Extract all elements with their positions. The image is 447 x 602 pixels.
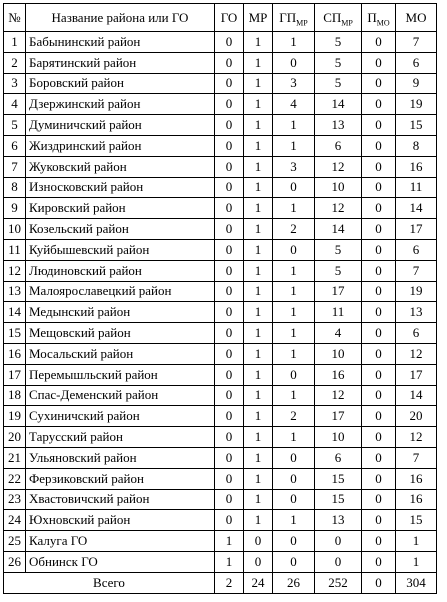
row-mo: 1 xyxy=(396,531,437,552)
header-p-sub: МО xyxy=(376,18,390,28)
row-number: 11 xyxy=(4,239,26,260)
row-number: 14 xyxy=(4,302,26,323)
row-mr: 1 xyxy=(244,239,273,260)
row-name: Мещовский район xyxy=(26,323,215,344)
row-name: Медынский район xyxy=(26,302,215,323)
total-mo: 304 xyxy=(396,572,437,593)
row-p: 0 xyxy=(362,302,396,323)
table-row xyxy=(4,364,437,385)
total-gp: 26 xyxy=(273,572,315,593)
header-number: № xyxy=(4,4,26,32)
row-number: 20 xyxy=(4,427,26,448)
row-go: 0 xyxy=(215,219,244,240)
row-number: 15 xyxy=(4,323,26,344)
row-go: 0 xyxy=(215,177,244,198)
row-gp: 1 xyxy=(273,343,315,364)
row-number: 24 xyxy=(4,510,26,531)
row-p: 0 xyxy=(362,94,396,115)
row-gp: 0 xyxy=(273,531,315,552)
row-go: 1 xyxy=(215,531,244,552)
row-go: 0 xyxy=(215,135,244,156)
header-gp-sub: МР xyxy=(296,18,308,28)
row-p: 0 xyxy=(362,219,396,240)
row-name: Кировский район xyxy=(26,198,215,219)
row-name: Куйбышевский район xyxy=(26,239,215,260)
row-go: 0 xyxy=(215,302,244,323)
row-sp: 10 xyxy=(315,427,362,448)
row-mr: 1 xyxy=(244,364,273,385)
row-sp: 14 xyxy=(315,94,362,115)
table-row xyxy=(4,281,437,302)
row-gp: 1 xyxy=(273,32,315,53)
row-sp: 10 xyxy=(315,343,362,364)
header-gp xyxy=(273,4,315,32)
row-mo: 6 xyxy=(396,323,437,344)
row-sp: 12 xyxy=(315,198,362,219)
row-mr: 1 xyxy=(244,323,273,344)
header-p xyxy=(362,4,396,32)
row-p: 0 xyxy=(362,323,396,344)
row-number: 12 xyxy=(4,260,26,281)
row-go: 0 xyxy=(215,73,244,94)
row-number: 22 xyxy=(4,468,26,489)
row-p: 0 xyxy=(362,447,396,468)
row-number: 7 xyxy=(4,156,26,177)
row-gp: 0 xyxy=(273,177,315,198)
total-label: Всего xyxy=(4,572,215,593)
row-sp: 15 xyxy=(315,468,362,489)
header-sp-main: СП xyxy=(323,9,342,25)
row-name: Ферзиковский район xyxy=(26,468,215,489)
row-gp: 1 xyxy=(273,427,315,448)
table-row xyxy=(4,115,437,136)
row-gp: 0 xyxy=(273,52,315,73)
row-number: 21 xyxy=(4,447,26,468)
row-name: Сухиничский район xyxy=(26,406,215,427)
row-mo: 12 xyxy=(396,427,437,448)
row-number: 2 xyxy=(4,52,26,73)
table-row xyxy=(4,323,437,344)
row-go: 1 xyxy=(215,551,244,572)
table-row xyxy=(4,177,437,198)
row-mr: 1 xyxy=(244,32,273,53)
row-go: 0 xyxy=(215,32,244,53)
row-mo: 12 xyxy=(396,343,437,364)
row-go: 0 xyxy=(215,52,244,73)
row-mo: 17 xyxy=(396,219,437,240)
row-p: 0 xyxy=(362,115,396,136)
row-sp: 11 xyxy=(315,302,362,323)
table-row xyxy=(4,406,437,427)
row-p: 0 xyxy=(362,427,396,448)
row-mr: 1 xyxy=(244,135,273,156)
table-row xyxy=(4,32,437,53)
row-name: Жиздринский район xyxy=(26,135,215,156)
row-p: 0 xyxy=(362,510,396,531)
table-row xyxy=(4,510,437,531)
table-row xyxy=(4,343,437,364)
row-p: 0 xyxy=(362,260,396,281)
row-go: 0 xyxy=(215,94,244,115)
total-row xyxy=(4,572,437,593)
row-mo: 7 xyxy=(396,447,437,468)
row-mo: 15 xyxy=(396,115,437,136)
row-p: 0 xyxy=(362,52,396,73)
row-mr: 1 xyxy=(244,94,273,115)
table-row xyxy=(4,531,437,552)
row-mo: 15 xyxy=(396,510,437,531)
row-sp: 5 xyxy=(315,32,362,53)
row-mr: 1 xyxy=(244,260,273,281)
table-row xyxy=(4,260,437,281)
row-sp: 6 xyxy=(315,447,362,468)
total-mr: 24 xyxy=(244,572,273,593)
row-number: 25 xyxy=(4,531,26,552)
table-row xyxy=(4,198,437,219)
row-gp: 1 xyxy=(273,198,315,219)
row-p: 0 xyxy=(362,468,396,489)
total-go: 2 xyxy=(215,572,244,593)
row-mr: 1 xyxy=(244,406,273,427)
row-sp: 5 xyxy=(315,73,362,94)
row-mr: 1 xyxy=(244,302,273,323)
row-mr: 1 xyxy=(244,489,273,510)
total-sp: 252 xyxy=(315,572,362,593)
header-mo: МО xyxy=(396,4,437,32)
row-mo: 19 xyxy=(396,94,437,115)
row-sp: 16 xyxy=(315,364,362,385)
row-name: Боровский район xyxy=(26,73,215,94)
row-name: Думиничский район xyxy=(26,115,215,136)
row-p: 0 xyxy=(362,531,396,552)
row-mr: 1 xyxy=(244,427,273,448)
row-sp: 13 xyxy=(315,115,362,136)
row-number: 8 xyxy=(4,177,26,198)
table-row xyxy=(4,94,437,115)
row-number: 5 xyxy=(4,115,26,136)
row-name: Спас-Деменский район xyxy=(26,385,215,406)
row-go: 0 xyxy=(215,343,244,364)
table-row xyxy=(4,468,437,489)
row-name: Тарусский район xyxy=(26,427,215,448)
row-mo: 11 xyxy=(396,177,437,198)
row-mo: 14 xyxy=(396,385,437,406)
row-sp: 17 xyxy=(315,406,362,427)
row-number: 16 xyxy=(4,343,26,364)
row-mr: 0 xyxy=(244,551,273,572)
municipalities-table xyxy=(3,3,437,594)
row-sp: 0 xyxy=(315,531,362,552)
table-row xyxy=(4,52,437,73)
table-row xyxy=(4,447,437,468)
row-go: 0 xyxy=(215,489,244,510)
row-number: 19 xyxy=(4,406,26,427)
row-mr: 1 xyxy=(244,447,273,468)
header-gp-main: ГП xyxy=(279,9,297,25)
row-mo: 16 xyxy=(396,489,437,510)
row-sp: 0 xyxy=(315,551,362,572)
row-number: 17 xyxy=(4,364,26,385)
row-mr: 1 xyxy=(244,177,273,198)
row-gp: 1 xyxy=(273,281,315,302)
row-mo: 19 xyxy=(396,281,437,302)
row-p: 0 xyxy=(362,73,396,94)
row-p: 0 xyxy=(362,177,396,198)
header-go: ГО xyxy=(215,4,244,32)
row-number: 1 xyxy=(4,32,26,53)
row-mo: 6 xyxy=(396,52,437,73)
row-go: 0 xyxy=(215,364,244,385)
row-name: Малоярославецкий район xyxy=(26,281,215,302)
row-gp: 3 xyxy=(273,156,315,177)
row-gp: 1 xyxy=(273,385,315,406)
row-number: 6 xyxy=(4,135,26,156)
row-sp: 14 xyxy=(315,219,362,240)
row-number: 3 xyxy=(4,73,26,94)
row-gp: 0 xyxy=(273,551,315,572)
row-name: Перемышльский район xyxy=(26,364,215,385)
header-name: Название района или ГО xyxy=(26,4,215,32)
row-gp: 0 xyxy=(273,239,315,260)
header-sp-sub: МР xyxy=(341,18,353,28)
row-mo: 16 xyxy=(396,468,437,489)
row-mr: 1 xyxy=(244,385,273,406)
table-row xyxy=(4,427,437,448)
row-number: 26 xyxy=(4,551,26,572)
row-go: 0 xyxy=(215,323,244,344)
row-gp: 1 xyxy=(273,510,315,531)
table-row xyxy=(4,551,437,572)
table-row xyxy=(4,135,437,156)
row-sp: 12 xyxy=(315,156,362,177)
row-mr: 1 xyxy=(244,281,273,302)
row-go: 0 xyxy=(215,427,244,448)
row-gp: 3 xyxy=(273,73,315,94)
row-go: 0 xyxy=(215,447,244,468)
row-go: 0 xyxy=(215,281,244,302)
row-mo: 7 xyxy=(396,32,437,53)
row-mr: 1 xyxy=(244,52,273,73)
header-sp xyxy=(315,4,362,32)
row-gp: 2 xyxy=(273,406,315,427)
row-mr: 1 xyxy=(244,343,273,364)
row-gp: 0 xyxy=(273,468,315,489)
table-row xyxy=(4,385,437,406)
municipalities-table-container xyxy=(3,3,437,594)
row-p: 0 xyxy=(362,135,396,156)
row-name: Юхновский район xyxy=(26,510,215,531)
header-row xyxy=(4,4,437,32)
row-name: Барятинский район xyxy=(26,52,215,73)
row-go: 0 xyxy=(215,406,244,427)
table-row xyxy=(4,239,437,260)
row-mo: 17 xyxy=(396,364,437,385)
row-gp: 0 xyxy=(273,447,315,468)
row-mr: 1 xyxy=(244,198,273,219)
row-sp: 4 xyxy=(315,323,362,344)
row-p: 0 xyxy=(362,32,396,53)
row-number: 13 xyxy=(4,281,26,302)
row-p: 0 xyxy=(362,489,396,510)
row-mo: 20 xyxy=(396,406,437,427)
table-row xyxy=(4,219,437,240)
row-gp: 0 xyxy=(273,489,315,510)
row-p: 0 xyxy=(362,198,396,219)
row-gp: 0 xyxy=(273,364,315,385)
row-mr: 1 xyxy=(244,156,273,177)
row-mo: 7 xyxy=(396,260,437,281)
row-sp: 12 xyxy=(315,385,362,406)
row-mo: 9 xyxy=(396,73,437,94)
row-number: 9 xyxy=(4,198,26,219)
row-go: 0 xyxy=(215,198,244,219)
row-p: 0 xyxy=(362,385,396,406)
row-go: 0 xyxy=(215,510,244,531)
row-number: 18 xyxy=(4,385,26,406)
table-row xyxy=(4,489,437,510)
row-go: 0 xyxy=(215,260,244,281)
row-gp: 1 xyxy=(273,302,315,323)
row-name: Калуга ГО xyxy=(26,531,215,552)
row-name: Обнинск ГО xyxy=(26,551,215,572)
row-mr: 1 xyxy=(244,510,273,531)
row-sp: 5 xyxy=(315,52,362,73)
table-row xyxy=(4,302,437,323)
row-mo: 6 xyxy=(396,239,437,260)
row-go: 0 xyxy=(215,385,244,406)
row-gp: 1 xyxy=(273,135,315,156)
row-gp: 2 xyxy=(273,219,315,240)
row-gp: 1 xyxy=(273,115,315,136)
row-sp: 5 xyxy=(315,260,362,281)
row-sp: 6 xyxy=(315,135,362,156)
row-mr: 1 xyxy=(244,73,273,94)
table-row xyxy=(4,156,437,177)
total-p: 0 xyxy=(362,572,396,593)
row-p: 0 xyxy=(362,406,396,427)
row-go: 0 xyxy=(215,115,244,136)
row-p: 0 xyxy=(362,281,396,302)
row-go: 0 xyxy=(215,156,244,177)
row-sp: 5 xyxy=(315,239,362,260)
row-name: Ульяновский район xyxy=(26,447,215,468)
row-name: Бабынинский район xyxy=(26,32,215,53)
row-name: Хвастовичский район xyxy=(26,489,215,510)
row-gp: 4 xyxy=(273,94,315,115)
row-number: 10 xyxy=(4,219,26,240)
row-name: Жуковский район xyxy=(26,156,215,177)
row-number: 4 xyxy=(4,94,26,115)
table-body xyxy=(4,32,437,573)
row-p: 0 xyxy=(362,364,396,385)
header-mr: МР xyxy=(244,4,273,32)
row-sp: 13 xyxy=(315,510,362,531)
row-gp: 1 xyxy=(273,323,315,344)
row-mo: 1 xyxy=(396,551,437,572)
row-name: Мосальский район xyxy=(26,343,215,364)
row-name: Козельский район xyxy=(26,219,215,240)
row-p: 0 xyxy=(362,239,396,260)
row-gp: 1 xyxy=(273,260,315,281)
row-mo: 14 xyxy=(396,198,437,219)
row-go: 0 xyxy=(215,239,244,260)
row-number: 23 xyxy=(4,489,26,510)
header-p-main: П xyxy=(367,9,377,25)
row-mo: 16 xyxy=(396,156,437,177)
row-mr: 1 xyxy=(244,115,273,136)
row-p: 0 xyxy=(362,551,396,572)
row-mr: 1 xyxy=(244,468,273,489)
row-mo: 13 xyxy=(396,302,437,323)
row-p: 0 xyxy=(362,343,396,364)
row-mr: 1 xyxy=(244,219,273,240)
row-mo: 8 xyxy=(396,135,437,156)
row-sp: 10 xyxy=(315,177,362,198)
row-sp: 17 xyxy=(315,281,362,302)
row-name: Износковский район xyxy=(26,177,215,198)
row-name: Дзержинский район xyxy=(26,94,215,115)
row-go: 0 xyxy=(215,468,244,489)
row-name: Людиновский район xyxy=(26,260,215,281)
row-p: 0 xyxy=(362,156,396,177)
table-row xyxy=(4,73,437,94)
row-mr: 0 xyxy=(244,531,273,552)
row-sp: 15 xyxy=(315,489,362,510)
